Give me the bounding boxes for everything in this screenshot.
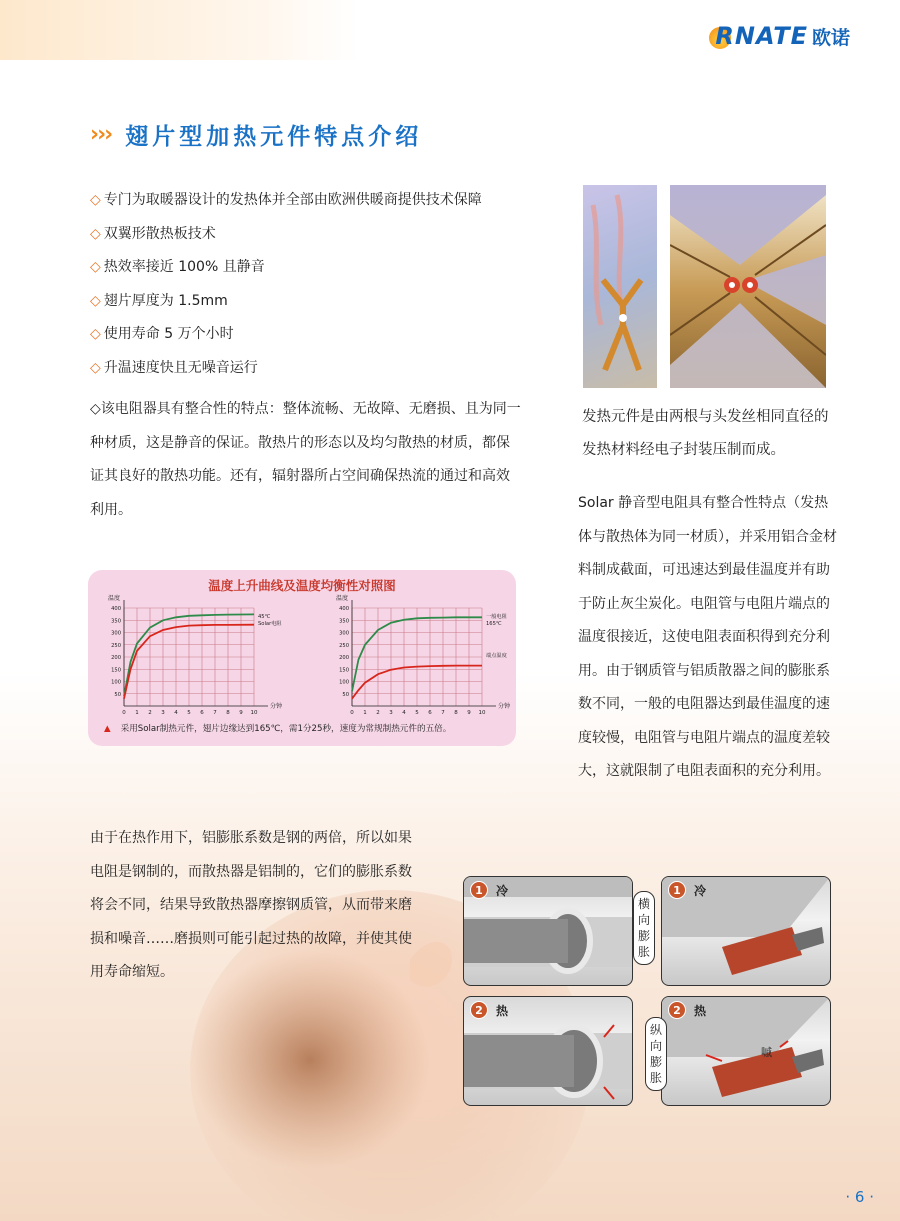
y-tick-label: 350: [339, 618, 349, 625]
x-tick-label: 0: [350, 710, 354, 716]
x-tick-label: 9: [239, 710, 243, 716]
solar-paragraph: Solar 静音型电阻具有整合性特点（发热体与散热体为同一材质），并采用铝合金材料制成截面，可迅速达到最佳温度并有助于防止灰尘炭化。电阻管与电阻片端点的温度很接近，这使电阻表面积得到充分利用。由于钢质管与铝质散器之间的膨胀系数不同，一般的电阻器达到最佳温度的速度较慢，电阻管与电阻片端点的温度差较大，这就限制了电阻表面积的充分利用。: [578, 495, 837, 779]
x-tick-label: 0: [122, 710, 126, 716]
chart-annotation: 一般电阻: [486, 613, 507, 620]
x-tick-label: 8: [226, 710, 230, 716]
y-tick-label: 150: [111, 667, 121, 674]
hot-transverse-diagram: [463, 996, 633, 1106]
header-wash: [0, 0, 360, 60]
list-item: [90, 291, 530, 325]
list-item: [90, 324, 530, 358]
x-tick-label: 4: [402, 710, 406, 716]
y-tick-label: 200: [339, 655, 349, 661]
diamond-icon: ◇: [90, 359, 101, 376]
step-badge: 2 热: [470, 1001, 508, 1019]
chart-note-text: 采用Solar制热元件，翅片边缘达到165℃，需1分25秒，速度为常规制热元件的五倍。: [120, 724, 452, 734]
diamond-icon: ◇: [90, 326, 101, 342]
x-tick-label: 1: [363, 710, 367, 716]
chart-title: 温度上升曲线及温度均衡性对照图: [208, 578, 396, 593]
x-tick-label: 2: [376, 710, 380, 716]
step-badge: 1 冷: [668, 881, 706, 899]
x-tick-label: 5: [415, 710, 419, 716]
transverse-label: 横向膨胀: [633, 891, 655, 965]
y-tick-label: 400: [339, 606, 349, 612]
diamond-icon: ◇: [90, 292, 101, 309]
warning-triangle-icon: ▲: [104, 724, 111, 734]
feature-text: 翅片厚度为 1.5mm: [103, 292, 228, 309]
feature-text: 双翼形散热板技术: [103, 225, 216, 242]
photo-caption: 发热元件是由两根与头发丝相同直径的发热材料经电子封装压制而成。: [582, 409, 829, 458]
step-badge: 1 冷: [470, 881, 508, 899]
x-tick-label: 10: [478, 710, 486, 716]
y-tick-label: 50: [114, 691, 121, 698]
y-tick-label: 400: [111, 606, 121, 612]
element-photo-small: [583, 185, 657, 388]
x-axis-label: 分钟: [498, 703, 511, 710]
list-item: [90, 190, 530, 224]
cold-longitudinal-diagram: [661, 876, 831, 986]
integrity-paragraph: ◇该电阻器具有整合性的特点：整体流畅、无故障、无磨损、且为同一种材质，这是静音的保证。散热片的形态以及均匀散热的材质，都保证其良好的散热功能。还有，辐射器所占空间确保热流的通过和高效利用。: [90, 401, 521, 518]
feature-text: 热效率接近 100% 且静音: [103, 259, 265, 275]
chart-annotation: 端点温度: [486, 653, 507, 659]
list-item: [90, 257, 530, 291]
list-item: [90, 224, 530, 258]
page-number: · 6 ·: [845, 1188, 874, 1206]
y-tick-label: 250: [111, 642, 121, 649]
y-tick-label: 250: [339, 642, 349, 649]
expansion-diagrams: [463, 873, 833, 1113]
diamond-icon: ◇: [90, 192, 101, 208]
x-tick-label: 7: [213, 710, 217, 716]
feature-text: 升温速度快且无噪音运行: [103, 359, 258, 376]
chart-note: [104, 722, 451, 734]
chart-annotation: 45℃: [258, 613, 271, 620]
x-tick-label: 7: [441, 710, 445, 716]
chart-annotation: Solar电阻: [258, 621, 282, 628]
element-photo-large: [670, 185, 826, 388]
x-tick-label: 5: [187, 710, 191, 716]
chart-panel: [88, 570, 516, 746]
y-axis-label: 温度: [108, 595, 121, 602]
y-axis-label: 温度: [336, 595, 349, 602]
x-tick-label: 10: [250, 710, 258, 716]
page-title: 翅片型加热元件特点介绍: [125, 124, 423, 150]
x-tick-label: 4: [174, 710, 178, 716]
x-tick-label: 3: [389, 710, 393, 716]
list-item: [90, 358, 530, 392]
y-tick-label: 300: [111, 630, 121, 637]
x-tick-label: 2: [148, 710, 152, 716]
feature-text: 使用寿命 5 万个小时: [103, 326, 234, 342]
section-heading: [90, 118, 422, 151]
temperature-charts: [88, 570, 516, 746]
cold-transverse-diagram: [463, 876, 633, 986]
x-tick-label: 6: [428, 710, 432, 716]
x-tick-label: 1: [135, 710, 139, 716]
y-tick-label: 100: [339, 679, 349, 686]
y-tick-label: 100: [111, 679, 121, 686]
feature-text: 专门为取暖器设计的发热体并全部由欧洲供暖商提供技术保障: [103, 192, 482, 208]
diamond-icon: ◇: [90, 225, 101, 242]
y-tick-label: 50: [342, 691, 349, 698]
y-tick-label: 150: [339, 667, 349, 674]
hot-longitudinal-diagram: [661, 996, 831, 1106]
logo-chinese: 欧诺: [811, 26, 850, 49]
x-axis-label: 分钟: [270, 703, 283, 710]
longitudinal-label: 纵向膨胀: [645, 1017, 667, 1091]
y-tick-label: 200: [111, 655, 121, 661]
x-tick-label: 9: [467, 710, 471, 716]
expansion-paragraph: 由于在热作用下，铝膨胀系数是钢的两倍，所以如果电阻是钢制的，而散热器是铝制的，它们的膨胀系数将会不同，结果导致散热器摩擦钢质管，从而带来磨损和噪音……磨损则可能引起过热的故障，并使其使用寿命缩短。: [90, 830, 412, 980]
x-tick-label: 6: [200, 710, 204, 716]
step-badge: 2 热: [668, 1001, 706, 1019]
x-tick-label: 8: [454, 710, 458, 716]
y-tick-label: 300: [339, 630, 349, 637]
x-tick-label: 3: [161, 710, 165, 716]
diamond-icon: ◇: [90, 259, 101, 275]
brand-logo: [707, 22, 850, 50]
chevrons-icon: ›››: [90, 122, 112, 147]
chart-annotation: 165℃: [486, 621, 502, 628]
y-tick-label: 350: [111, 618, 121, 625]
logo-text: RNATE: [715, 22, 808, 50]
feature-list: [90, 190, 530, 391]
hiss-label: 嘁: [761, 1046, 772, 1059]
